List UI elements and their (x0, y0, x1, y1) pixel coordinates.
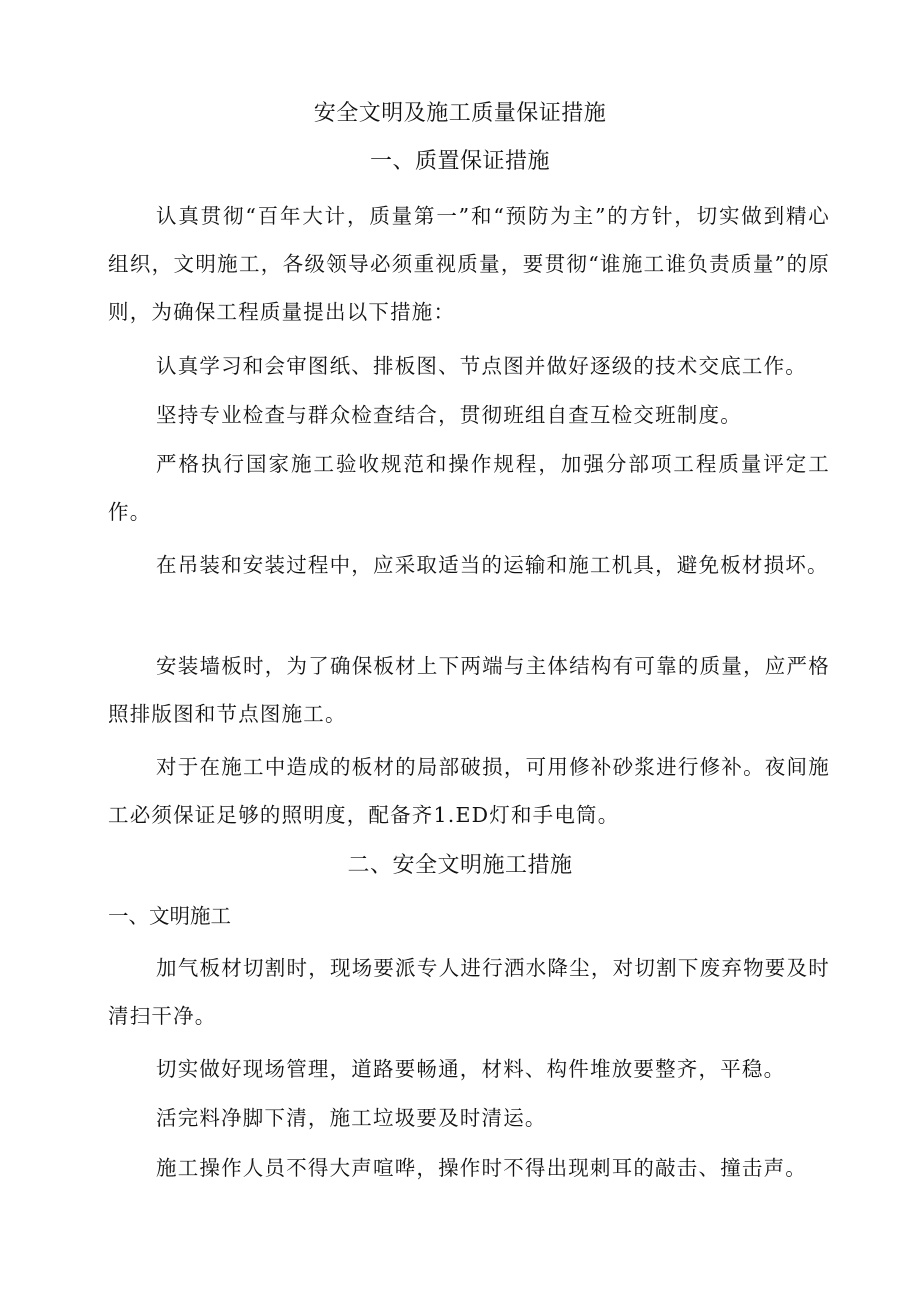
subsection-heading: 一、文明施工 (108, 904, 231, 928)
paragraph: 安装墙板时，为了确保板材上下两端与主体结构有可靠的质量，应严格照排版图和节点图施工。 (108, 654, 830, 726)
paragraph: 认真贯彻“百年大计，质量第一”和“预防为主”的方针，切实做到精心组织，文明施工，各级领导必须重视质量，要贯彻“谁施工谁负责质量”的原则，为确保工程质量提出以下措施： (108, 204, 830, 324)
paragraph: 活完料净脚下清，施工垃圾要及时清运。 (156, 1106, 547, 1130)
paragraph: 认真学习和会审图纸、排板图、节点图并做好逐级的技术交底工作。 (156, 354, 807, 378)
document-title: 安全文明及施工质量保证措施 (313, 101, 607, 126)
paragraph: 切实做好现场管理，道路要畅通，材料、构件堆放要整齐，平稳。 (156, 1057, 786, 1081)
section-1-heading: 一、质置保证措施 (369, 149, 550, 174)
paragraph: 坚持专业检查与群众检查结合，贯彻班组自查互检交班制度。 (156, 403, 742, 427)
section-2-heading: 二、安全文明施工措施 (347, 853, 573, 878)
paragraph: 加气板材切割时，现场要派专人进行洒水降尘，对切割下废弃物要及时清扫干净。 (108, 956, 830, 1028)
paragraph: 对于在施工中造成的板材的局部破损，可用修补砂浆进行修补。夜间施工必须保证足够的照明度，配备齐1.ED灯和手电筒。 (108, 755, 830, 827)
paragraph: 在吊装和安装过程中，应采取适当的运输和施工机具，避免板材损坏。 (156, 553, 829, 577)
paragraph: 施工操作人员不得大声喧哗，操作时不得出现刺耳的敲击、撞击声。 (156, 1156, 807, 1180)
paragraph: 严格执行国家施工验收规范和操作规程，加强分部项工程质量评定工作。 (108, 452, 830, 524)
